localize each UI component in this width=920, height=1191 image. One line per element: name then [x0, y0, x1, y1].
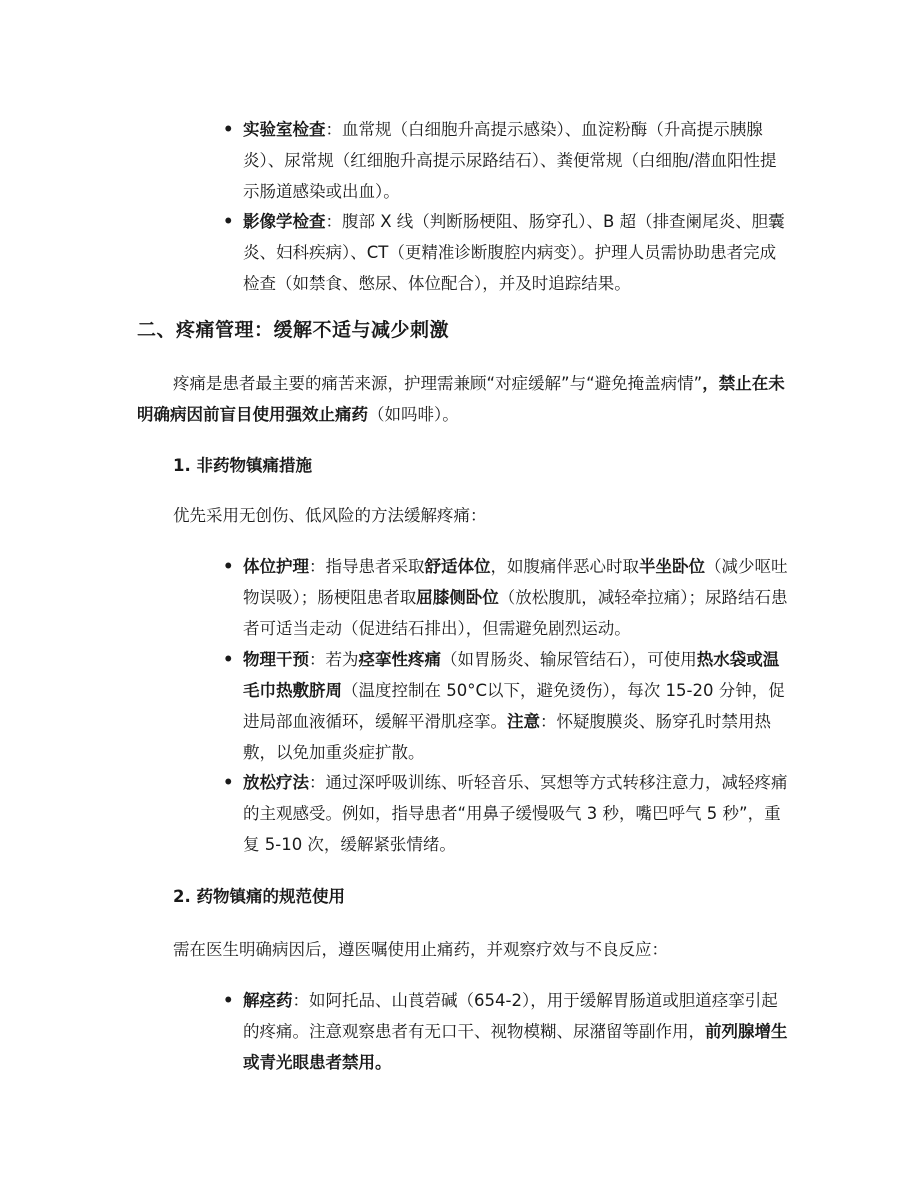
bullet-text: ：怀疑腹膜炎、肠穿孔时禁用热敷，以免加重炎症扩散。 — [243, 712, 771, 762]
keyword: 半坐卧位 — [639, 557, 705, 576]
subsection-lead-2: 需在医生明确病因后，遵医嘱使用止痛药，并观察疗效与不良反应： — [173, 940, 668, 959]
bullet-text: ：血常规（白细胞升高提示感染）、血淀粉酶（升高提示胰腺炎）、尿常规（红细胞升高提示尿路结石）、粪便常规（白细胞/潜血阳性提示肠道感染或出血）。 — [243, 120, 777, 201]
intro-tail: （如吗啡）。 — [368, 405, 459, 424]
keyword: 痉挛性疼痛 — [358, 650, 441, 669]
bullet-title: 影像学检查 — [243, 212, 326, 231]
bullet-icon: • — [223, 120, 234, 139]
bullet-icon: • — [223, 773, 234, 792]
bullet-icon: • — [223, 212, 234, 231]
list-item — [223, 551, 788, 644]
list-item — [223, 985, 788, 1078]
keyword: 热水袋或温毛巾热敷脐周 — [243, 650, 780, 700]
bullet-title: 解痉药 — [243, 991, 293, 1010]
list-item — [223, 644, 788, 768]
list-item — [223, 767, 788, 860]
bullet-title: 放松疗法 — [243, 773, 309, 792]
bullet-icon: • — [223, 557, 234, 576]
bullet-text: ：指导患者采取 — [309, 557, 425, 576]
bullet-icon: • — [223, 650, 234, 669]
bullet-text: ：通过深呼吸训练、听轻音乐、冥想等方式转移注意力，减轻疼痛的主观感受。例如，指导患者“用鼻子缓慢吸气 3 秒，嘴巴呼气 5 秒”，重复 5-10 次，缓解紧张情绪。 — [243, 773, 788, 854]
intro-text: 疼痛是患者最主要的痛苦来源，护理需兼顾“对症缓解”与“避免掩盖病情” — [173, 374, 703, 393]
bullet-title: 实验室检查 — [243, 120, 326, 139]
bullet-text: ：腹部 X 线（判断肠梗阻、肠穿孔）、B 超（排查阑尾炎、胆囊炎、妇科疾病）、CT（更精准诊断腹腔内病变）。护理人员需协助患者完成检查（如禁食、憋尿、体位配合），并及时追踪结果。 — [243, 212, 785, 293]
bullet-text: （减少呕吐物误吸）；肠梗阻患者取 — [243, 557, 788, 607]
keyword: 前列腺增生或青光眼患者禁用。 — [243, 1022, 788, 1072]
bullet-text: （温度控制在 50°C以下，避免烫伤），每次 15-20 分钟，促进局部血液循环，缓解平滑肌痉挛。 — [243, 681, 785, 731]
keyword: 屈膝侧卧位 — [416, 588, 499, 607]
bullet-text: ：若为 — [309, 650, 359, 669]
intro-bold: ，禁止在未明确病因前盲目使用强效止痛药 — [137, 374, 785, 424]
bullet-text: ，如腹痛伴恶心时取 — [490, 557, 639, 576]
bullet-text: （如胃肠炎、输尿管结石），可使用 — [441, 650, 697, 669]
bullet-text: （放松腹肌，减轻牵拉痛）；尿路结石患者可适当走动（促进结石排出），但需避免剧烈运动。 — [243, 588, 788, 638]
list-item — [223, 114, 788, 207]
bullet-title: 体位护理 — [243, 557, 309, 576]
bullet-text: ：如阿托品、山莨菪碱（654-2），用于缓解胃肠道或胆道痉挛引起的疼痛。注意观察患者有无口干、视物模糊、尿潴留等副作用， — [243, 991, 778, 1041]
bullet-title: 物理干预 — [243, 650, 309, 669]
list-item — [223, 206, 788, 299]
intro-paragraph — [137, 368, 787, 430]
subsection-heading-1: 1. 非药物镇痛措施 — [173, 456, 312, 475]
subsection-lead-1: 优先采用无创伤、低风险的方法缓解疼痛： — [173, 506, 487, 525]
subsection-heading-2: 2. 药物镇痛的规范使用 — [173, 887, 345, 906]
keyword: 舒适体位 — [424, 557, 491, 576]
bullet-icon: • — [223, 991, 234, 1010]
keyword: 注意 — [507, 712, 540, 731]
section-heading: 二、疼痛管理：缓解不适与减少刺激 — [137, 319, 450, 341]
